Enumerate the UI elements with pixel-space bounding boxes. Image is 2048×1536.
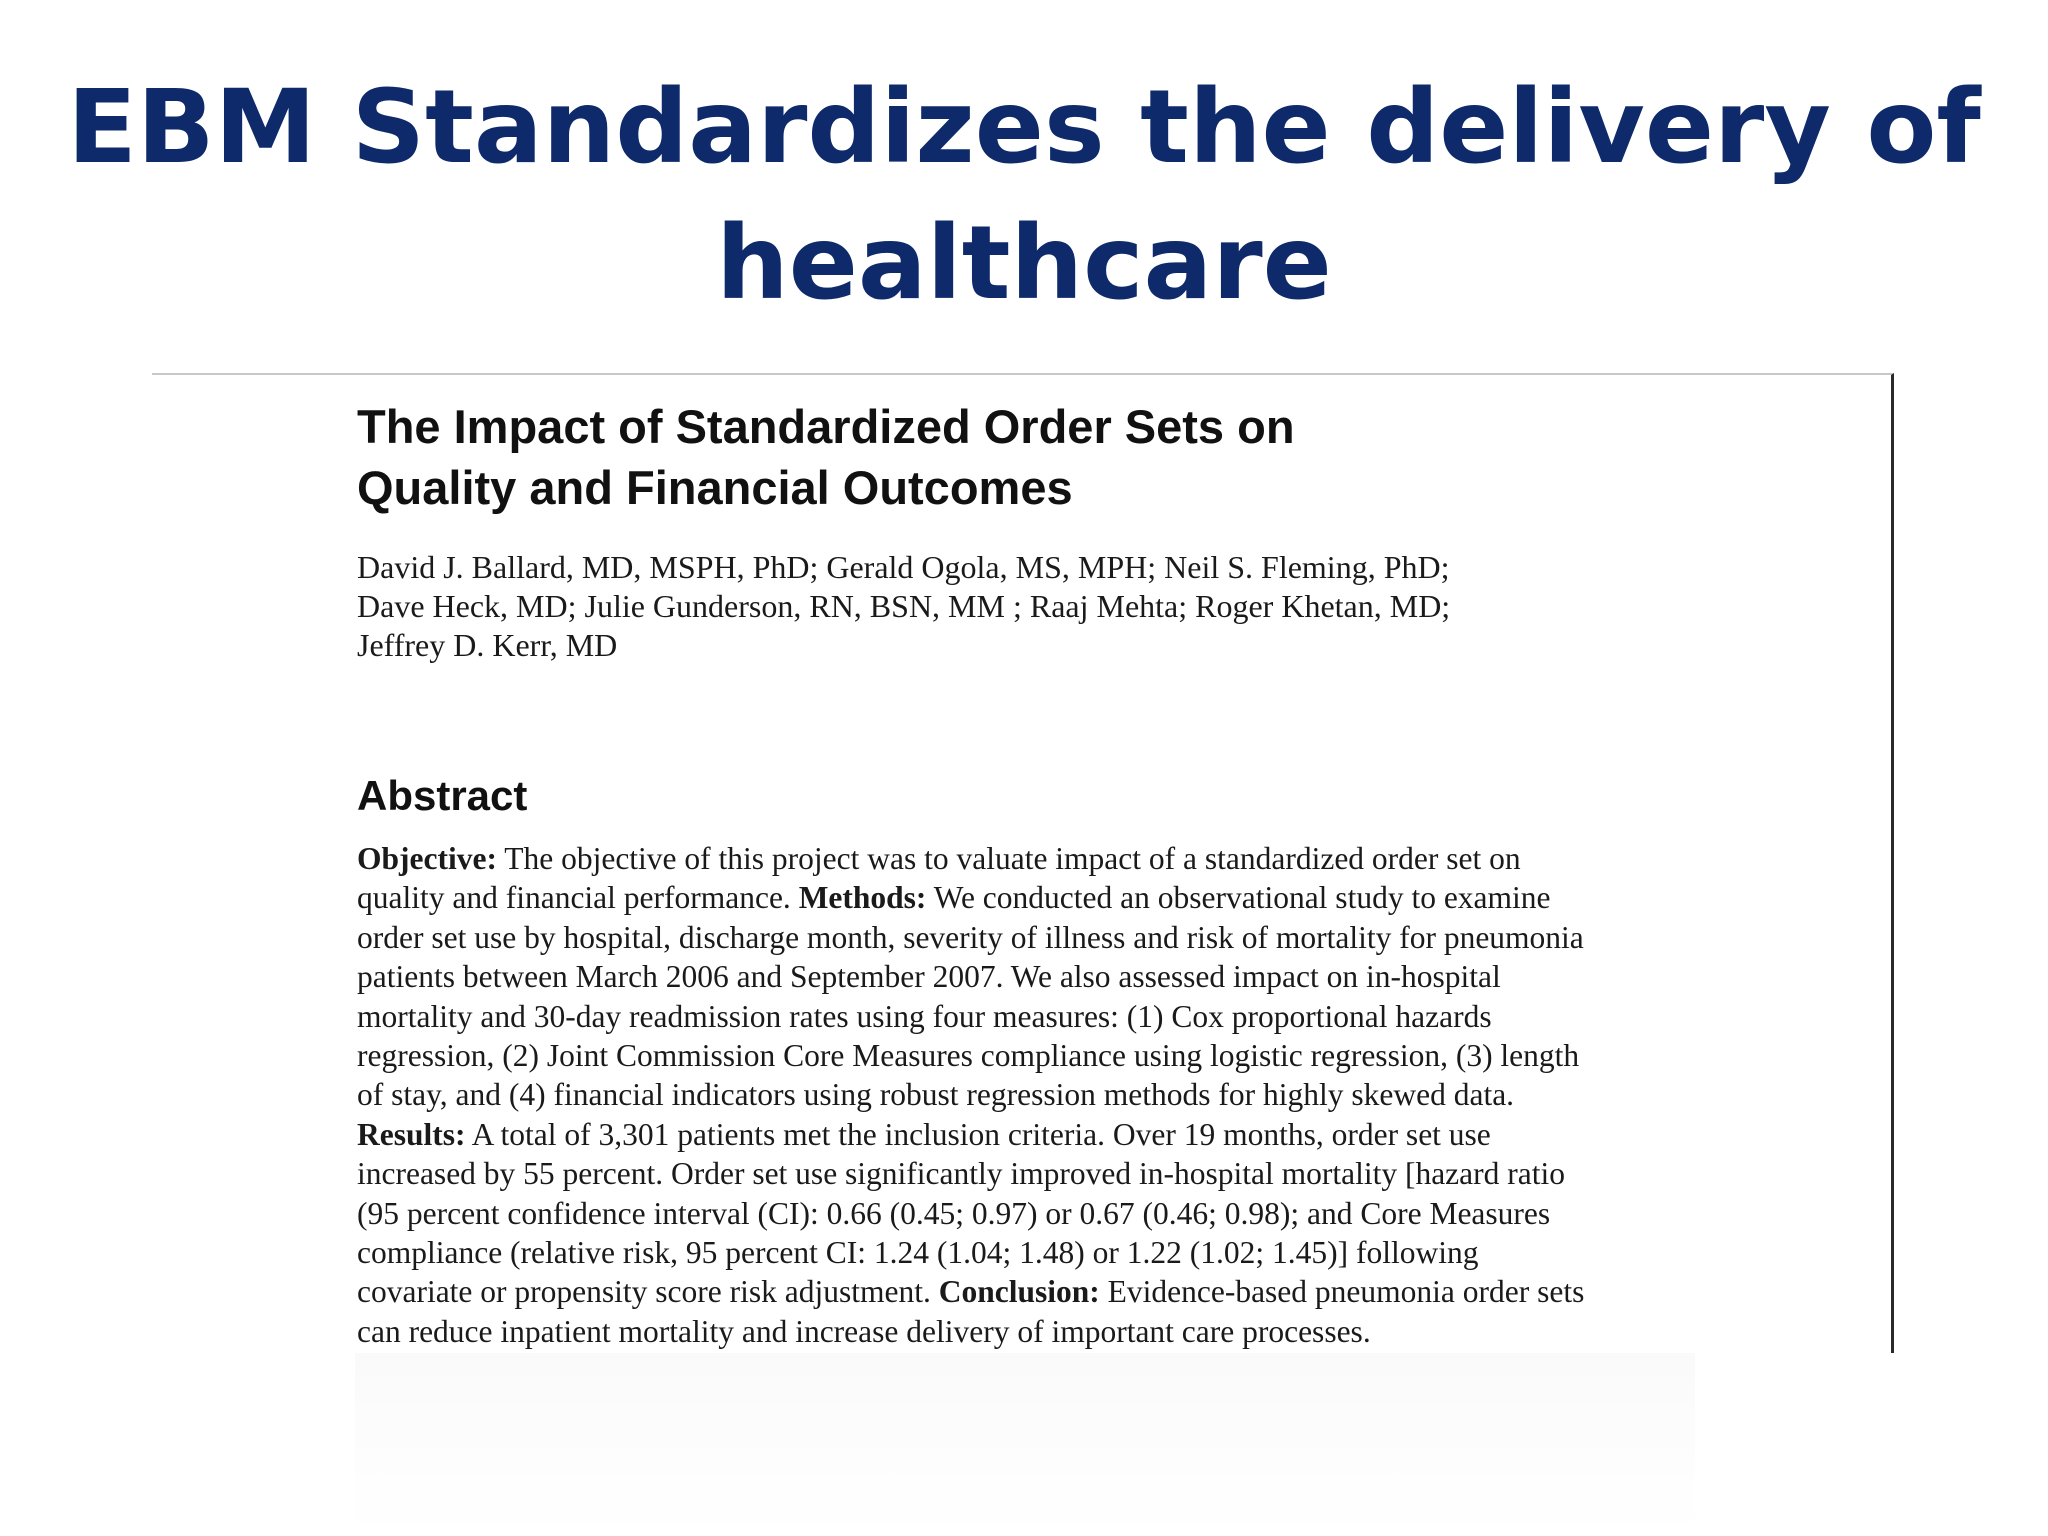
author-line-2: Dave Heck, MD; Julie Gunderson, RN, BSN, MM ; Raaj Mehta; Roger Khetan, MD; [357,588,1451,624]
abstract-body [357,839,1584,1351]
results-label: Results: [357,1116,466,1152]
abstract-text: A total of 3,301 patients met the inclusion criteria. Over 19 months, order set use [465,1116,1491,1152]
author-line-3: Jeffrey D. Kerr, MD [357,627,618,663]
paper-bottom-shade [355,1353,1695,1536]
abstract-line: mortality and 30-day readmission rates using four measures: (1) Cox proportional hazards [357,998,1492,1034]
abstract-text: We conducted an observational study to examine [926,880,1551,916]
abstract-line: of stay, and (4) financial indicators using robust regression methods for highly skewed data. [357,1077,1515,1113]
abstract-text: Evidence-based pneumonia order sets [1099,1274,1585,1310]
methods-label: Methods: [798,880,927,916]
abstract-line: can reduce inpatient mortality and increase delivery of important care processes. [357,1313,1371,1349]
paper-title-line-1: The Impact of Standardized Order Sets on [357,400,1295,453]
author-line-1: David J. Ballard, MD, MSPH, PhD; Gerald Ogola, MS, MPH; Neil S. Fleming, PhD; [357,549,1450,585]
abstract-line: order set use by hospital, discharge month, severity of illness and risk of mortality for pneumonia [357,919,1584,955]
objective-label: Objective: [357,841,497,876]
abstract-line [357,1115,1584,1154]
slide-title-line-1: EBM Standardizes the delivery of [67,68,1981,187]
conclusion-label: Conclusion: [938,1274,1100,1310]
paper-title-line-2: Quality and Financial Outcomes [357,461,1073,514]
abstract-line: compliance (relative risk, 95 percent CI: 1.24 (1.04; 1.48) or 1.22 (1.02; 1.45)] following [357,1235,1479,1271]
abstract-line: (95 percent confidence interval (CI): 0.66 (0.45; 0.97) or 0.67 (0.46; 0.98); and Core Measures [357,1195,1551,1231]
abstract-text: covariate or propensity score risk adjustment. [357,1274,939,1310]
slide-title [0,60,2048,332]
slide-title-line-2: healthcare [716,204,1332,323]
paper-title [357,396,1295,518]
abstract-heading: Abstract [357,772,528,819]
abstract-line: increased by 55 percent. Order set use significantly improved in-hospital mortality [hazard ratio [357,1156,1565,1192]
abstract-text: quality and financial performance. [357,880,799,916]
abstract-line [357,878,1584,917]
abstract-text: The objective of this project was to valuate impact of a standardized order set on [496,841,1521,876]
abstract-line: patients between March 2006 and September 2007. We also assessed impact on in-hospital [357,959,1501,995]
abstract-line: regression, (2) Joint Commission Core Measures compliance using logistic regression, (3) length [357,1038,1580,1074]
paper-authors [357,548,1450,665]
abstract-line [357,839,1584,878]
abstract-line [357,1272,1584,1311]
